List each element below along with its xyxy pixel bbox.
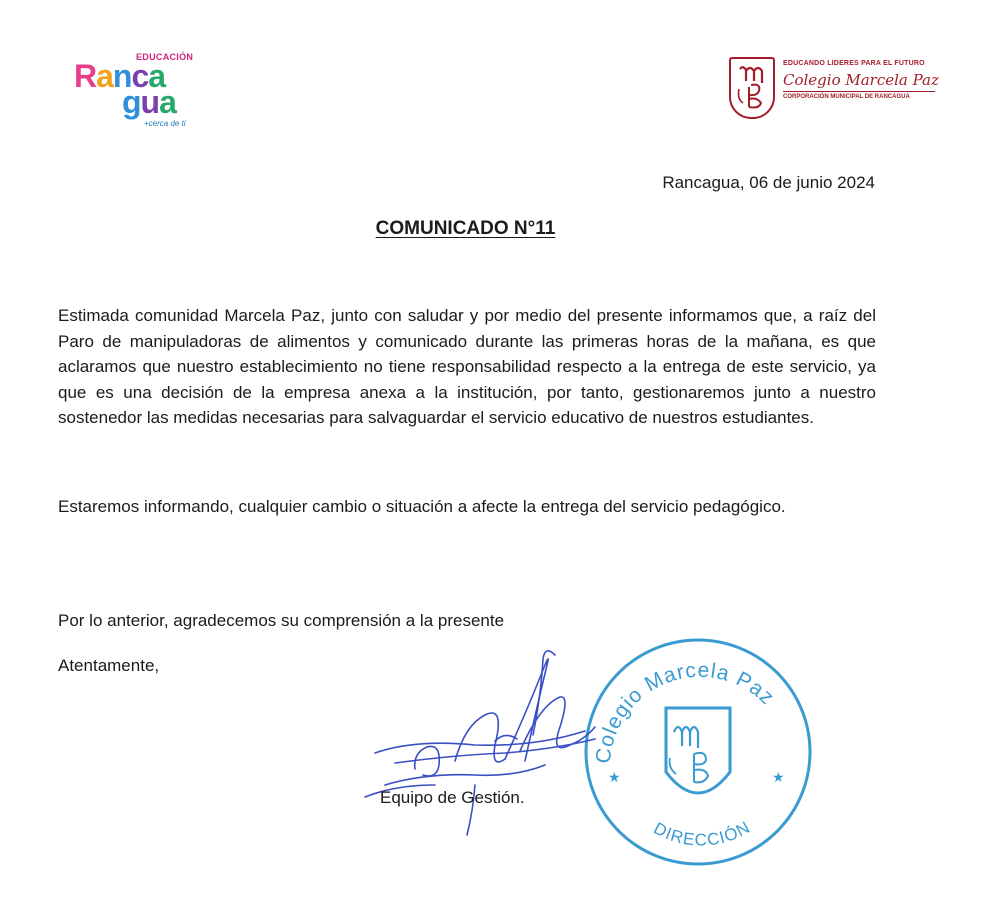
colegio-marcela-paz-logo [727, 55, 942, 125]
logo-tagline: +cerca de ti [144, 119, 186, 128]
body-paragraph: Estaremos informando, cualquier cambio o situación a afecte la entrega del servicio pedagógico. [58, 497, 786, 516]
school-name: Colegio Marcela Paz [783, 71, 939, 89]
svg-text:★: ★ [608, 770, 621, 786]
school-crest-icon [729, 57, 775, 119]
letter-title: COMUNICADO N°11 [375, 218, 556, 239]
closing-line: Por lo anterior, agradecemos su comprensión a la presente [58, 611, 505, 630]
salutation: Atentamente, [58, 656, 160, 675]
signer-name: Equipo de Gestión. [380, 788, 525, 807]
logo-divider [783, 91, 935, 92]
letter-date: Rancagua, 06 de junio 2024 [662, 173, 875, 192]
logo-name-part1: Ranca [74, 58, 166, 94]
stamp-text-layer [582, 636, 814, 868]
educacion-rancagua-logo [70, 48, 200, 128]
body-paragraph: Estimada comunidad Marcela Paz, junto con saludar y por medio del presente informamos que, a raíz del Paro de manipuladoras de alimentos y comunicado durante las primeras horas de la mañana, es que aclaramos que nuestro establecimiento no tiene responsabilidad respecto a la entrega de este servicio, ya que es una decisión de la empresa anexa a la institución, por tanto, gestionaremos junto a nuestro sostenedor las medidas necesarias para salvaguardar el servicio educativo de nuestros estudiantes. [58, 306, 876, 427]
school-corporation: CORPORACIÓN MUNICIPAL DE RANCAGUA [783, 94, 910, 100]
logo-education-label: EDUCACIÓN [136, 52, 194, 62]
svg-text:★: ★ [772, 770, 785, 786]
logo-name-part2: gua [122, 84, 176, 120]
stamp-bottom-text: DIRECCIÓN [650, 817, 754, 850]
stamp-top-text: Colegio Marcela Paz [591, 658, 779, 765]
handwritten-signature [355, 635, 615, 845]
school-motto: EDUCANDO LIDERES PARA EL FUTURO [783, 60, 925, 67]
